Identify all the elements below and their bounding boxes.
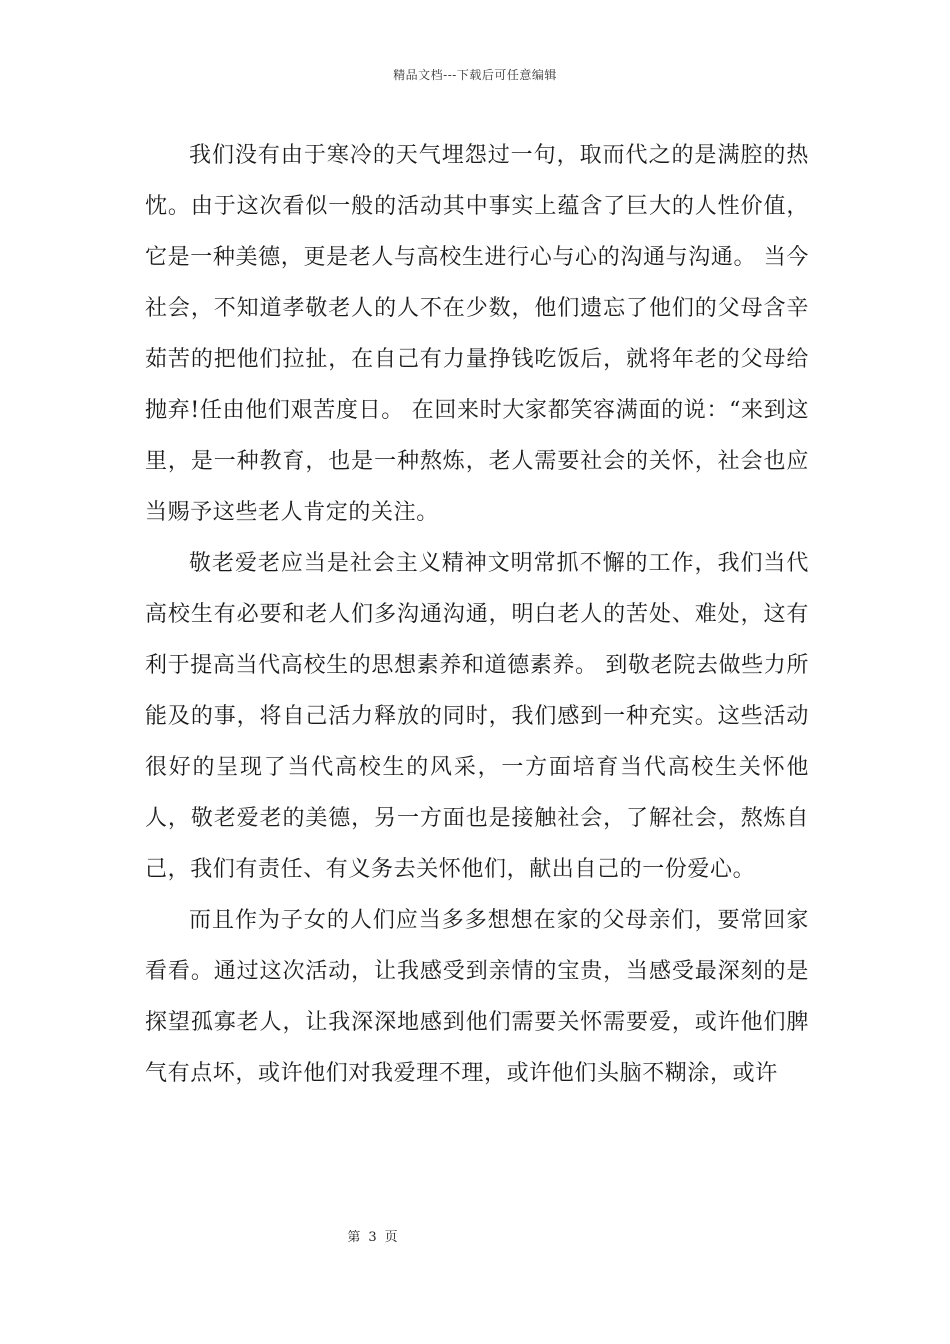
paragraph: 敬老爱老应当是社会主义精神文明常抓不懈的工作，我们当代高校生有必要和老人们多沟通沟通，明白老人的苦处、难处，这有利于提高当代高校生的思想素养和道德素养。 到敬老院去做些力所能及的事，将自己活力释放的同时，我们感到一种充实。这些活动很好的呈现了当代高校生的风采，一方面培育当代高校生关怀他人，敬老爱老的美德，另一方面也是接触社会，了解社会，熬炼自己，我们有责任、有义务去关怀他们，献出自己的一份爱心。 [145,551,809,882]
paragraph: 我们没有由于寒冷的天气埋怨过一句，取而代之的是满腔的热忱。由于这次看似一般的活动其中事实上蕴含了巨大的人性价值，它是一种美德，更是老人与高校生进行心与心的沟通与沟通。 当今社会，不知道孝敬老人的人不在少数，他们遗忘了他们的父母含辛茹苦的把他们拉扯，在自己有力量挣钱吃饭后，就将年老的父母给抛弃!任由他们艰苦度日。 在回来时大家都笑容满面的说：“来到这里，是一种教育，也是一种熬炼，老人需要社会的关怀，社会也应当赐予这些老人肯定的关注。 [145,143,809,525]
page-footer [0,1226,745,1245]
page-number: 3 [368,1230,377,1245]
page-number-suffix: 页 [384,1230,398,1245]
paragraph: 而且作为子女的人们应当多多想想在家的父母亲们，要常回家看看。通过这次活动，让我感受到亲情的宝贵，当感受最深刻的是探望孤寡老人，让我深深地感到他们需要关怀需要爱，或许他们脾气有点坏，或许他们对我爱理不理，或许他们头脑不糊涂，或许 [145,908,809,1086]
page-header: 精品文档---下载后可任意编辑 [393,68,557,82]
document-body [145,130,809,1099]
page-number-prefix: 第 [347,1230,361,1245]
